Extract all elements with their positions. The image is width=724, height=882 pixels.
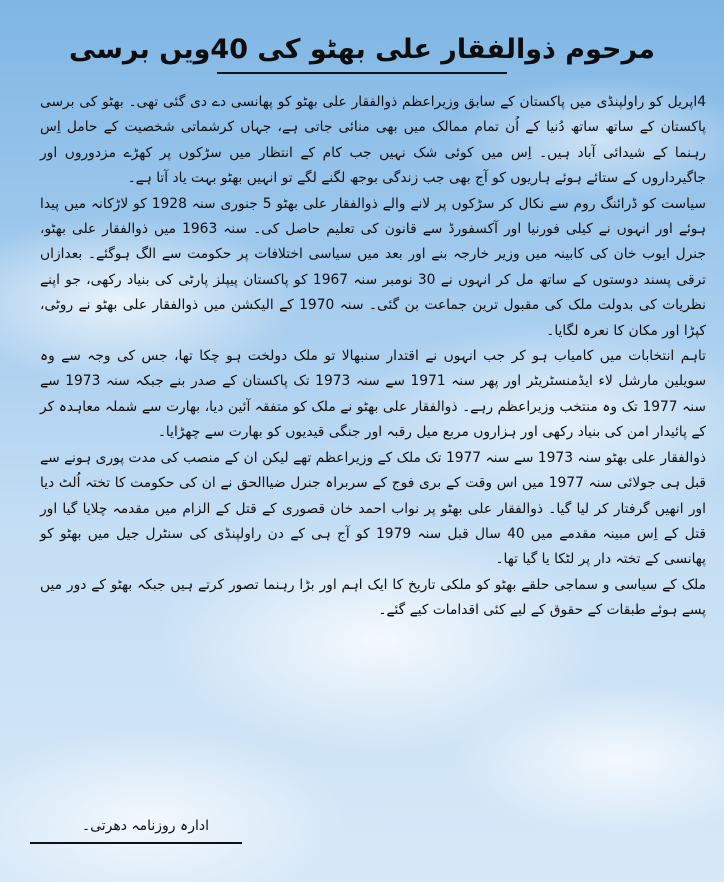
paragraph-5: ملک کے سیاسی و سماجی حلقے بھٹو کو ملکی تاریخ کا ایک اہم اور بڑا رہنما تصور کرتے ہیں جبکہ بھٹو کے دور میں پسے ہوئے طبقات کے حقوق کے لیے کئی اقدامات کیے گئے۔ [40, 576, 706, 619]
paragraph-2: سیاست کو ڈرائنگ روم سے نکال کر سڑکوں پر لانے والے ذوالفقار علی بھٹو 5 جنوری سنہ 1928 کو لاڑکانہ میں پیدا ہوئے اور انہوں نے کیلی فورنیا اور آکسفورڈ سے قانون کی تعلیم حاصل کی۔ سنہ 1963 میں ذوالفقار علی بھٹو، جنرل ایوب خان کی کابینہ میں وزیر خارجہ بنے اور بعد میں سیاسی اختلافات پر حکومت سے الگ ہوگئے۔ بعدازاں ترقی پسند دوستوں کے ساتھ مل کر انہوں نے 30 نومبر سنہ 1967 کو پاکستان پیپلز پارٹی کی بنیاد رکھی، جو اپنے نظریات کی بدولت ملک کی مقبول ترین جماعت بن گئی۔ سنہ 1970 کے الیکشن میں ذوالفقار علی بھٹو نے روٹی، کپڑا اور مکان کا نعرہ لگایا۔ [40, 195, 706, 339]
article-title: مرحوم ذوالفقار علی بھٹو کی 40ویں برسی [69, 34, 655, 65]
article-body [40, 90, 706, 624]
publisher-signature: ادارہ روزنامہ دھرتی۔ [81, 818, 209, 834]
paragraph-4: ذوالفقار علی بھٹو سنہ 1973 سے سنہ 1977 تک ملک کے وزیراعظم تھے لیکن ان کے منصب کی مدت پوری ہونے سے قبل ہی جولائی سنہ 1977 میں اس وقت کے بری فوج کے سربراہ جنرل ضیاالحق نے ان کی حکومت کا تختہ اُلٹ دیا اور انھیں گرفتار کر لیا گیا۔ ذوالفقار علی بھٹو پر نواب احمد خان قصوری کے قتل کے الزام میں مقدمہ چلایا گیا اور قتل کے اِس مبینہ مقدمے میں 40 سال قبل سنہ 1979 کو آج ہی کے دن راولپنڈی کی سنٹرل جیل میں بھٹو کو پھانسی کے تختہ دار پر لٹکا یا گیا تھا۔ [40, 449, 706, 568]
paragraph-3: تاہم انتخابات میں کامیاب ہو کر جب انہوں نے اقتدار سنبھالا تو ملک دولخت ہو چکا تھا، جس کی وجہ سے وہ سویلین مارشل لاء ایڈمنسٹریٹر اور پھر سنہ 1971 سے سنہ 1973 تک پاکستان کے صدر بنے جبکہ سنہ 1973 سے سنہ 1977 تک وہ منتخب وزیراعظم رہے۔ ذوالفقار علی بھٹو نے ملک کو متفقہ آئین دیا، بھارت سے شملہ معاہدہ کر کے پائیدار امن کی بنیاد رکھی اور ہزاروں مربع میل رقبہ اور جنگی قیدیوں کو بھارت سے چھڑایا۔ [40, 348, 707, 441]
signature-underline [30, 842, 242, 844]
paragraph-1: 4اپریل کو راولپنڈی میں پاکستان کے سابق وزیراعظم ذوالفقار علی بھٹو کو پھانسی دے دی گئی تھی۔ بھٹو کی برسی پاکستان کے ساتھ ساتھ دُنیا کے اُن تمام ممالک میں بھی منائی جاتی ہے، جہاں کرشماتی شخصیت کے حامل اِس رہنما کے شیدائی آباد ہیں۔ اِس میں کوئی شک نہیں جب کام کے انتظار میں سڑکوں پر کھڑے مزدوروں اور جاگیرداروں کے ستائے ہوئے ہاریوں کو آج بھی جب زندگی بوجھ لگنے لگے تو انہیں بھٹو بہت یاد آتا ہے۔ [40, 94, 706, 187]
title-underline [217, 72, 507, 74]
